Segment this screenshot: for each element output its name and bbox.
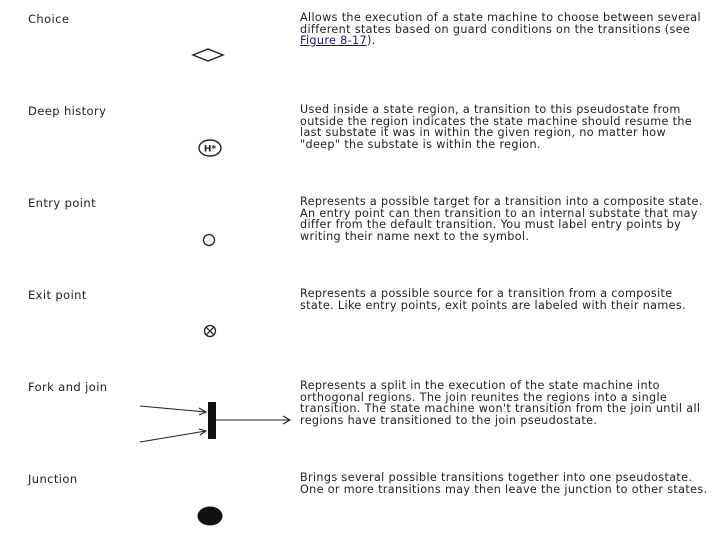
circle-icon: [202, 233, 216, 247]
diamond-icon: [192, 48, 224, 62]
term-name: Exit point: [28, 288, 87, 302]
term-name: Junction: [28, 472, 78, 486]
term-description: Used inside a state region, a transition to this pseudostate from outside the region indicates the state machine should resume the last substate it was in within the given region, no matter how "deep" the substate is within the region.: [300, 103, 693, 151]
deep-history-icon: [198, 139, 222, 157]
term-description: Represents a possible target for a transition into a composite state. An entry point can then transition to an internal substate that may differ from the default transition. You must label entry points by writing their name next to the symbol.: [300, 195, 703, 243]
term-name: Entry point: [28, 196, 96, 210]
circle-x-icon: [203, 324, 217, 338]
term-description: Represents a split in the execution of the state machine into orthogonal regions. The join reunites the regions into a single transition. The state machine won't transition from the join until all regions have transitioned to the join pseudostate.: [300, 379, 701, 427]
term-description: Represents a possible source for a transition from a composite state. Like entry points, exit points are labeled with their names.: [300, 287, 686, 312]
description-text: Allows the execution of a state machine to choose between several different states based on guard conditions on the transitions (see: [300, 11, 701, 36]
description-text-end: ).: [366, 34, 376, 48]
fork-join-bar-icon: [138, 398, 298, 448]
filled-circle-icon: [196, 505, 224, 527]
term-name: Deep history: [28, 104, 107, 118]
term-description: [300, 12, 710, 47]
term-description: Brings several possible transitions together into one pseudostate. One or more transitions may then leave the junction to other states.: [300, 471, 708, 496]
deep-history-label: H*: [203, 144, 217, 155]
figure-link[interactable]: Figure 8-17: [300, 34, 367, 48]
term-name: Fork and join: [28, 380, 108, 394]
term-name: Choice: [28, 12, 70, 26]
